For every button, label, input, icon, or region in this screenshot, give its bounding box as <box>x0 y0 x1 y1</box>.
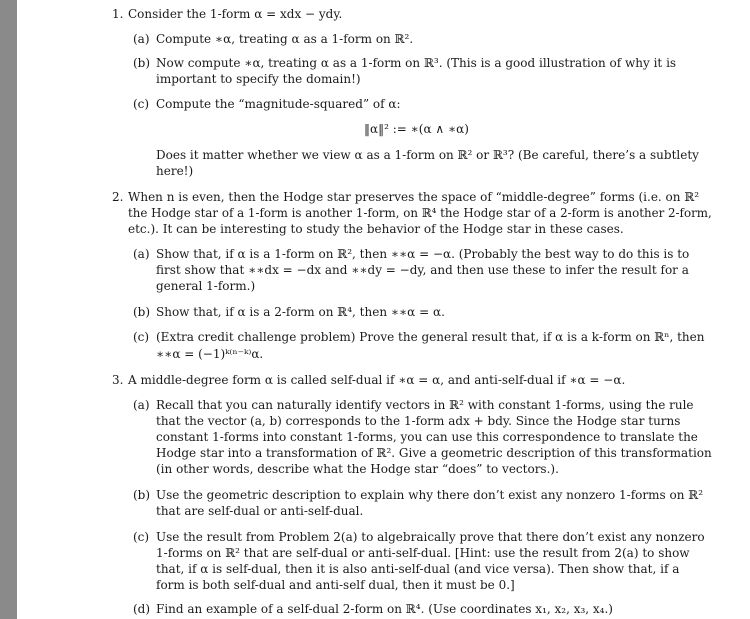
problem-1-number: 1. <box>112 7 124 21</box>
problem-1c-label: (c) <box>133 97 150 111</box>
problem-3-intro: A middle-degree form α is called self-dual if ∗α = α, and anti-self-dual if ∗α = −α. <box>128 373 626 387</box>
problem-1b-label: (b) <box>133 56 151 70</box>
problem-3a-line-5: (in other words, describe what the Hodge star “does” to vectors.). <box>156 462 559 476</box>
problem-1b-line-1: Now compute ∗α, treating α as a 1-form on ℝ³. (This is a good illustration of why it is <box>156 56 677 70</box>
problem-2a-line-1: Show that, if α is a 1-form on ℝ², then ∗∗α = −α. (Probably the best way to do this is to <box>156 247 690 261</box>
problem-2b-text: Show that, if α is a 2-form on ℝ⁴, then ∗∗α = α. <box>156 305 445 319</box>
problem-sheet <box>17 0 750 619</box>
problem-3b-label: (b) <box>133 488 151 502</box>
problem-3b-line-1: Use the geometric description to explain why there don’t exist any nonzero 1-forms on ℝ² <box>156 488 704 502</box>
problem-3d-label: (d) <box>133 602 151 616</box>
problem-1a-label: (a) <box>133 32 150 46</box>
problem-3a-line-4: Hodge star into a transformation of ℝ². Give a geometric description of this transformation <box>156 446 712 460</box>
problem-3c-line-1: Use the result from Problem 2(a) to algebraically prove that there don’t exist any nonzero <box>156 530 705 544</box>
problem-3c-label: (c) <box>133 530 150 544</box>
problem-3a-label: (a) <box>133 398 150 412</box>
problem-2-intro-line-2: the Hodge star of a 1-form is another 1-form, on ℝ⁴ the Hodge star of a 2-form is another 2-form, <box>128 206 712 220</box>
problem-3a-line-1: Recall that you can naturally identify vectors in ℝ² with constant 1-forms, using the rule <box>156 398 694 412</box>
window-left-edge <box>0 0 17 619</box>
problem-2c-line-2: ∗∗α = (−1)ᵏ⁽ⁿ⁻ᵏ⁾α. <box>156 347 264 361</box>
problem-3c-line-3: that, if α is self-dual, then it is also anti-self-dual (and vice versa). Then show that, if a <box>156 562 680 576</box>
problem-1c-after-line-2: here!) <box>156 164 194 178</box>
problem-3d-text: Find an example of a self-dual 2-form on ℝ⁴. (Use coordinates x₁, x₂, x₃, x₄.) <box>156 602 613 616</box>
problem-3b-line-2: that are self-dual or anti-self-dual. <box>156 504 364 518</box>
problem-3-number: 3. <box>112 373 124 387</box>
problem-2a-line-3: general 1-form.) <box>156 279 256 293</box>
problem-1c-text: Compute the “magnitude-squared” of α: <box>156 97 401 111</box>
magnitude-formula: ‖α‖² := ∗(α ∧ ∗α) <box>364 122 469 136</box>
problem-2c-line-1: (Extra credit challenge problem) Prove the general result that, if α is a k-form on ℝⁿ, then <box>156 330 705 344</box>
problem-3a-line-3: constant 1-forms into constant 1-forms, you can use this correspondence to translate the <box>156 430 698 444</box>
problem-2a-label: (a) <box>133 247 150 261</box>
problem-2a-line-2: first show that ∗∗dx = −dx and ∗∗dy = −dy, and then use these to infer the result for a <box>156 263 689 277</box>
problem-2-intro-line-3: etc.). It can be interesting to study the behavior of the Hodge star in these cases. <box>128 222 624 236</box>
problem-2b-label: (b) <box>133 305 151 319</box>
problem-3a-line-2: that the vector (a, b) corresponds to the 1-form adx + bdy. Since the Hodge star turns <box>156 414 681 428</box>
problem-3c-line-2: 1-forms on ℝ² that are self-dual or anti-self-dual. [Hint: use the result from 2(a) to show <box>156 546 690 560</box>
problem-1b-line-2: important to specify the domain!) <box>156 72 361 86</box>
problem-1-intro: Consider the 1-form α = xdx − ydy. <box>128 7 343 21</box>
problem-2c-label: (c) <box>133 330 150 344</box>
problem-2-number: 2. <box>112 190 124 204</box>
problem-1c-after-line-1: Does it matter whether we view α as a 1-form on ℝ² or ℝ³? (Be careful, there’s a subtlety <box>156 148 699 162</box>
problem-2-intro-line-1: When n is even, then the Hodge star preserves the space of “middle-degree” forms (i.e. on ℝ² <box>128 190 700 204</box>
problem-3c-line-4: form is both self-dual and anti-self dual, then it must be 0.] <box>156 578 515 592</box>
problem-1a-text: Compute ∗α, treating α as a 1-form on ℝ². <box>156 32 414 46</box>
